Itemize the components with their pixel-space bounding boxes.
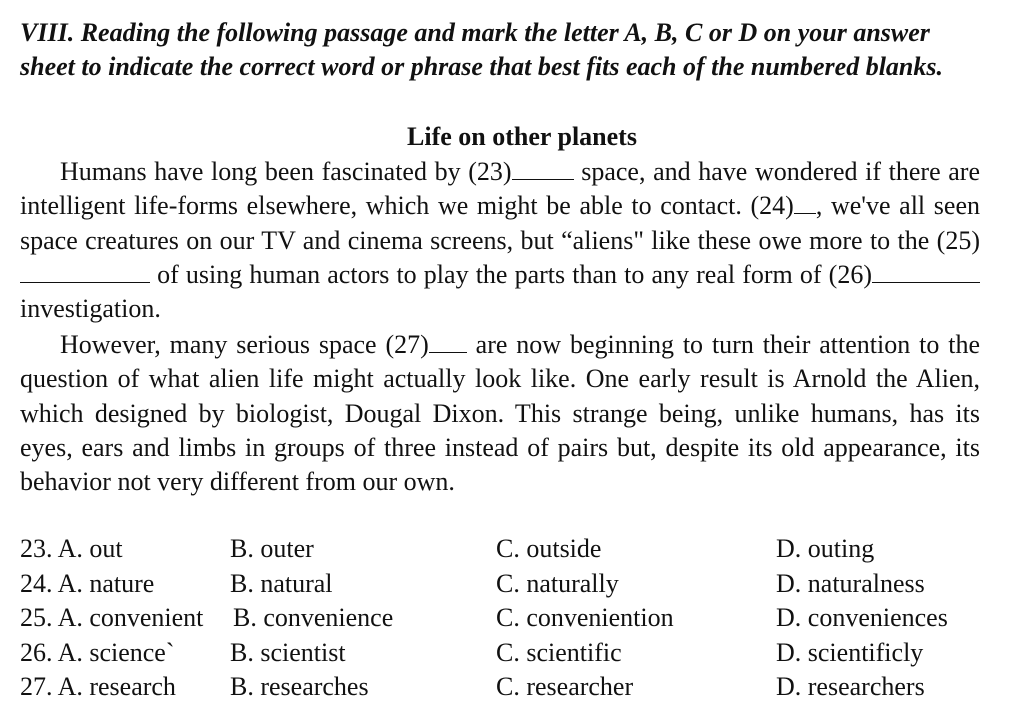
option-26-a: 26. A. science` [20, 637, 175, 667]
question-row-26 [20, 636, 1000, 671]
option-24-a: 24. A. nature [20, 568, 155, 598]
p1-text-5: investigation. [20, 294, 161, 324]
option-25-a: 25. A. convenient [20, 603, 204, 632]
blank-25 [20, 260, 150, 283]
option-23-c: C. outside [496, 534, 602, 563]
p2-text-1: However, many serious space (27) [60, 330, 429, 359]
p2-text-2: are now beginning to turn their attention to the question of what alien life might actually look like. One early result is Arnold the Alien, which designed by biologist, Dougal Dixon. This strange being, unlike humans, has its eyes, ears and limbs in groups of three instead of pairs but, despite its old appearance, its behavior not very different from our own. [20, 330, 980, 497]
question-row-23 [20, 532, 1000, 567]
option-27-a: 27. A. research [20, 672, 176, 701]
option-24-d: D. naturalness [776, 568, 925, 598]
question-row-27 [20, 670, 1000, 705]
option-25-d: D. conveniences [776, 603, 948, 632]
p1-text-1: Humans have long been fascinated by (23) [60, 157, 512, 186]
answer-options [20, 532, 1000, 705]
blank-27 [429, 330, 467, 353]
blank-24 [794, 191, 816, 214]
blank-26 [872, 260, 980, 283]
option-27-d: D. researchers [776, 672, 925, 701]
p1-text-3: , we've all seen space creatures on our TV and cinema screens, but “aliens" like these owe more to the (25) [20, 191, 980, 255]
option-26-d: D. scientificly [776, 637, 924, 667]
passage-paragraph-2 [20, 328, 980, 499]
p1-text-4: of using human actors to play the parts than to any real form of (26) [150, 259, 872, 289]
option-25-c: C. conveniention [496, 603, 674, 632]
option-23-d: D. outing [776, 534, 875, 563]
option-23-a: 23. A. out [20, 534, 123, 563]
exercise-instruction: VIII. Reading the following passage and mark the letter A, B, C or D on your answer sheet to indicate the correct word or phrase that best fits each of the numbered blanks. [20, 18, 944, 81]
option-27-b: B. researches [230, 672, 369, 701]
option-26-b: B. scientist [230, 637, 346, 667]
option-25-b: B. convenience [233, 603, 394, 632]
p1-text-2: space, and have wondered if there are intelligent life-forms elsewhere, which we might be able to contact. (24) [20, 157, 980, 221]
option-23-b: B. outer [230, 534, 314, 563]
question-row-25 [20, 601, 1000, 636]
blank-23 [512, 157, 574, 180]
option-24-c: C. naturally [496, 568, 619, 598]
option-24-b: B. natural [230, 568, 333, 598]
passage-paragraph-1 [20, 155, 980, 326]
question-row-24 [20, 567, 1000, 602]
passage-title: Life on other planets [407, 122, 637, 151]
option-27-c: C. researcher [496, 672, 634, 701]
option-26-c: C. scientific [496, 637, 622, 667]
